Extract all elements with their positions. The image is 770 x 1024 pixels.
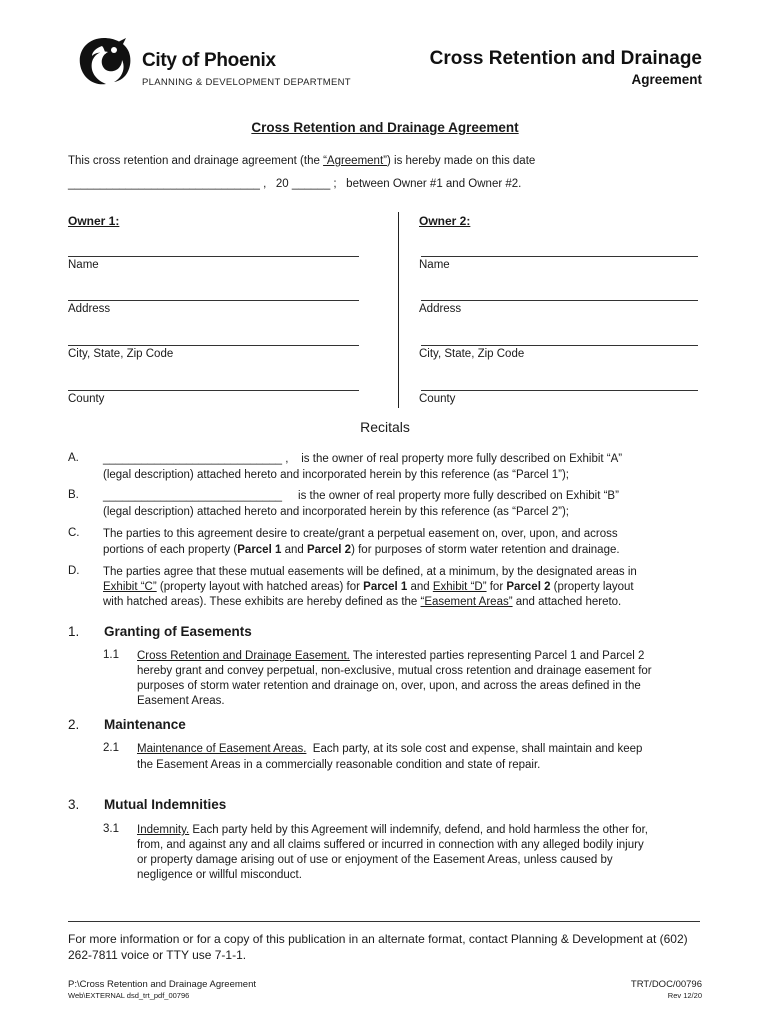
owner-2-name-label: Name [419, 259, 450, 271]
form-subtitle: Agreement [631, 72, 702, 87]
section-3-1-line-1: Indemnity. Each party held by this Agreement will indemnify, defend, and hold harmless the other for, [137, 824, 648, 836]
section-2-1-line-1: Maintenance of Easement Areas. Each party, at its sole cost and expense, shall maintain and keep [137, 743, 643, 755]
footer-revision: Rev 12/20 [667, 991, 702, 1000]
owner-1-city-label: City, State, Zip Code [68, 348, 174, 360]
section-2-title: Maintenance [104, 717, 186, 732]
recital-b-line-2: (legal description) attached hereto and incorporated herein by this reference (as “Parcel 2”); [103, 506, 569, 518]
owner-divider [398, 212, 399, 408]
recital-d-line-1: The parties agree that these mutual easements will be defined, at a minimum, by the designated areas in [103, 566, 637, 578]
intro-line-2: ______________________________ , 20 ______ ; between Owner #1 and Owner #2. [68, 178, 522, 190]
section-3-1-number: 3.1 [103, 823, 119, 835]
owner-1-county-label: County [68, 393, 105, 405]
section-1-title: Granting of Easements [104, 624, 252, 639]
owner-2-name-field[interactable] [421, 256, 698, 257]
recital-a-line-2: (legal description) attached hereto and incorporated herein by this reference (as “Parcel 1”); [103, 469, 569, 481]
org-name: City of Phoenix [142, 50, 276, 71]
owner-2-heading: Owner 2: [419, 214, 471, 228]
recital-b-line-1: ____________________________ is the owner of real property more fully described on Exhibit “B” [103, 490, 619, 502]
recital-b-letter: B. [68, 489, 79, 501]
section-1-number: 1. [68, 624, 80, 639]
section-3-1-line-3: or property damage arising out of use or enjoyment of the Easement Areas, unless caused by [137, 854, 613, 866]
recital-c-letter: C. [68, 527, 80, 539]
owner-2-city-field[interactable] [421, 345, 698, 346]
recital-a-letter: A. [68, 452, 79, 464]
phoenix-bird-logo-icon [74, 34, 134, 90]
section-1-1-line-2: hereby grant and convey perpetual, non-exclusive, mutual cross retention and drainage easement for [137, 665, 652, 677]
recital-a-line-1: ____________________________ , is the owner of real property more fully described on Exhibit “A” [103, 453, 623, 465]
section-2-number: 2. [68, 717, 80, 732]
agreement-term: “Agreement” [323, 155, 387, 167]
section-2-1-number: 2.1 [103, 742, 119, 754]
owner-1-name-field[interactable] [68, 256, 359, 257]
section-1-1-line-3: purposes of storm water retention and drainage on, over, upon, and across the areas defined in the [137, 680, 641, 692]
section-1-1-line-1: Cross Retention and Drainage Easement. The interested parties representing Parcel 1 and Parcel 2 [137, 650, 645, 662]
org-department: PLANNING & DEVELOPMENT DEPARTMENT [142, 77, 351, 88]
owner-2-address-label: Address [419, 303, 462, 315]
owner-1-county-field[interactable] [68, 390, 359, 391]
section-1-1-line-4: Easement Areas. [137, 695, 225, 707]
owner-1-address-field[interactable] [68, 300, 359, 301]
document-title: Cross Retention and Drainage Agreement [251, 120, 519, 135]
footer-info: For more information or for a copy of this publication in an alternate format, contact Planning & Development at (602) 262-7811 voice or TTY use 7-1-1. [68, 932, 688, 962]
recitals-heading: Recitals [360, 419, 410, 435]
section-3-title: Mutual Indemnities [104, 797, 227, 812]
recital-d-line-3: with hatched areas). These exhibits are hereby defined as the “Easement Areas” and attached hereto. [103, 596, 622, 608]
owner-2-address-field[interactable] [421, 300, 698, 301]
form-title: Cross Retention and Drainage [429, 48, 702, 69]
owner-2-county-label: County [419, 393, 456, 405]
owner-1-heading: Owner 1: [68, 214, 120, 228]
footer-doc-code: TRT/DOC/00796 [630, 979, 702, 990]
section-3-1-line-4: negligence or willful misconduct. [137, 869, 302, 881]
recital-c-line-1: The parties to this agreement desire to create/grant a perpetual easement on, over, upon, and across [103, 528, 618, 540]
intro-line-1: This cross retention and drainage agreement (the “Agreement”) is hereby made on this date [68, 155, 536, 167]
footer-web-path: Web\EXTERNAL dsd_trt_pdf_00796 [68, 991, 190, 1000]
section-1-1-number: 1.1 [103, 649, 119, 661]
footer-file-path: P:\Cross Retention and Drainage Agreement [68, 979, 256, 990]
owner-1-name-label: Name [68, 259, 99, 271]
section-3-number: 3. [68, 797, 80, 812]
recital-d-letter: D. [68, 565, 80, 577]
owner-1-city-field[interactable] [68, 345, 359, 346]
owner-2-city-label: City, State, Zip Code [419, 348, 525, 360]
recital-d-line-2: Exhibit “C” (property layout with hatched areas) for Parcel 1 and Exhibit “D” for Parcel 2 (property layout [103, 581, 634, 593]
recital-c-line-2: portions of each property (Parcel 1 and Parcel 2) for purposes of storm water retention and drainage. [103, 544, 620, 556]
section-3-1-line-2: from, and against any and all claims suffered or incurred in connection with any alleged bodily injury [137, 839, 644, 851]
owner-2-county-field[interactable] [421, 390, 698, 391]
owner-1-address-label: Address [68, 303, 111, 315]
footer-divider [68, 921, 700, 922]
section-2-1-line-2: the Easement Areas in a commercially reasonable condition and state of repair. [137, 759, 541, 771]
